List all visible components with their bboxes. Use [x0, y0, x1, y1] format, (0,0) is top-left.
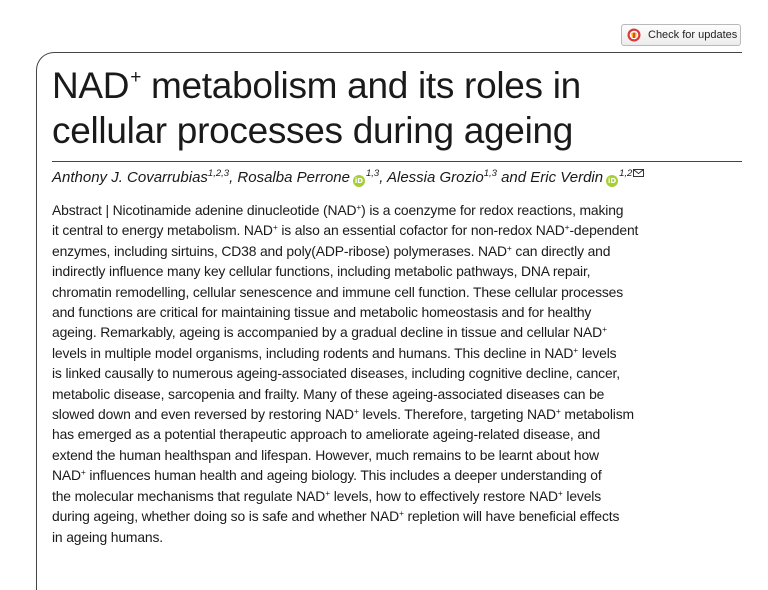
abstract-line: during ageing, whether doing so is safe and whether NAD+ repletion will have beneficial effects: [52, 508, 620, 525]
title-line: cellular processes during ageing: [52, 110, 574, 151]
author[interactable]: [237, 169, 379, 186]
abstract-line: slowed down and even reversed by restoring NAD+ levels. Therefore, targeting NAD+ metabolism: [52, 406, 634, 423]
abstract-line: Abstract | Nicotinamide adenine dinucleotide (NAD+) is a coenzyme for redox reactions, making: [52, 202, 624, 218]
abstract-line: metabolic disease, sarcopenia and frailty. Many of these ageing-associated diseases can be: [52, 385, 605, 402]
abstract-line: indirectly influence many key cellular functions, including metabolic pathways, DNA repair,: [52, 263, 591, 280]
abstract-line: it central to energy metabolism. NAD+ is also an essential cofactor for non-redox NAD+-dependent: [52, 222, 639, 239]
abstract-line: has emerged as a potential therapeutic approach to ameliorate ageing-related disease, and: [52, 426, 601, 443]
frame-top-line: [54, 52, 742, 53]
author-name: Anthony J. Covarrubias: [52, 169, 208, 186]
author-affiliation: 1,3: [483, 168, 497, 179]
abstract-line: chromatin remodelling, cellular senescence and immune cell function. These cellular processes: [52, 283, 624, 300]
title-rule: [52, 161, 742, 162]
author-name: Eric Verdin: [530, 169, 604, 186]
abstract-line: in ageing humans.: [52, 528, 163, 545]
abstract-line: and functions are critical for maintaining tissue and metabolic homeostasis and for healthy: [52, 304, 592, 321]
abstract-line: ageing. Remarkably, ageing is accompanied by a gradual decline in tissue and cellular NAD+: [52, 324, 607, 341]
abstract-line: NAD+ influences human health and ageing biology. This includes a deeper understanding of: [52, 467, 602, 484]
article-title: [52, 63, 752, 153]
abstract-line: extend the human healthspan and lifespan. However, much remains to be learnt about how: [52, 446, 599, 463]
author-affiliation: 1,3: [365, 168, 380, 179]
frame-left-line: [36, 70, 37, 590]
author-list: Anthony J. Covarrubias$^{1,2,3}$, Rosalba Perrone iD$^{1,3}$, Alessia Grozio$^{1,3}$ and Eric Verdin iD$^{1,2}$: [52, 166, 752, 190]
author-affiliation: 1,2,3: [207, 168, 230, 179]
abstract-line: enzymes, including sirtuins, CD38 and poly(ADP-ribose) polymerases. NAD+ can directly and: [52, 242, 611, 259]
author-name: Rosalba Perrone: [237, 169, 350, 186]
author-affiliation: 1,2: [619, 168, 633, 179]
abstract: [52, 200, 758, 547]
envelope-icon[interactable]: [633, 169, 644, 177]
abstract-line: the molecular mechanisms that regulate NAD+ levels, how to effectively restore NAD+ levels: [52, 487, 601, 504]
check-for-updates-button[interactable]: [621, 24, 741, 46]
author-name: Alessia Grozio: [386, 169, 484, 186]
crossmark-icon: [627, 28, 641, 42]
abstract-line: is linked causally to numerous ageing-associated diseases, including cognitive decline, cancer,: [52, 365, 620, 382]
check-for-updates-label: Check for updates: [648, 29, 738, 41]
author[interactable]: [387, 169, 497, 186]
orcid-icon[interactable]: iD: [607, 177, 617, 185]
author[interactable]: [52, 169, 229, 186]
abstract-line: levels in multiple model organisms, including rodents and humans. This decline in NAD+ levels: [52, 344, 617, 361]
author[interactable]: [530, 169, 644, 186]
title-line: NAD+ metabolism and its roles in: [52, 65, 581, 106]
orcid-icon[interactable]: iD: [354, 177, 364, 185]
